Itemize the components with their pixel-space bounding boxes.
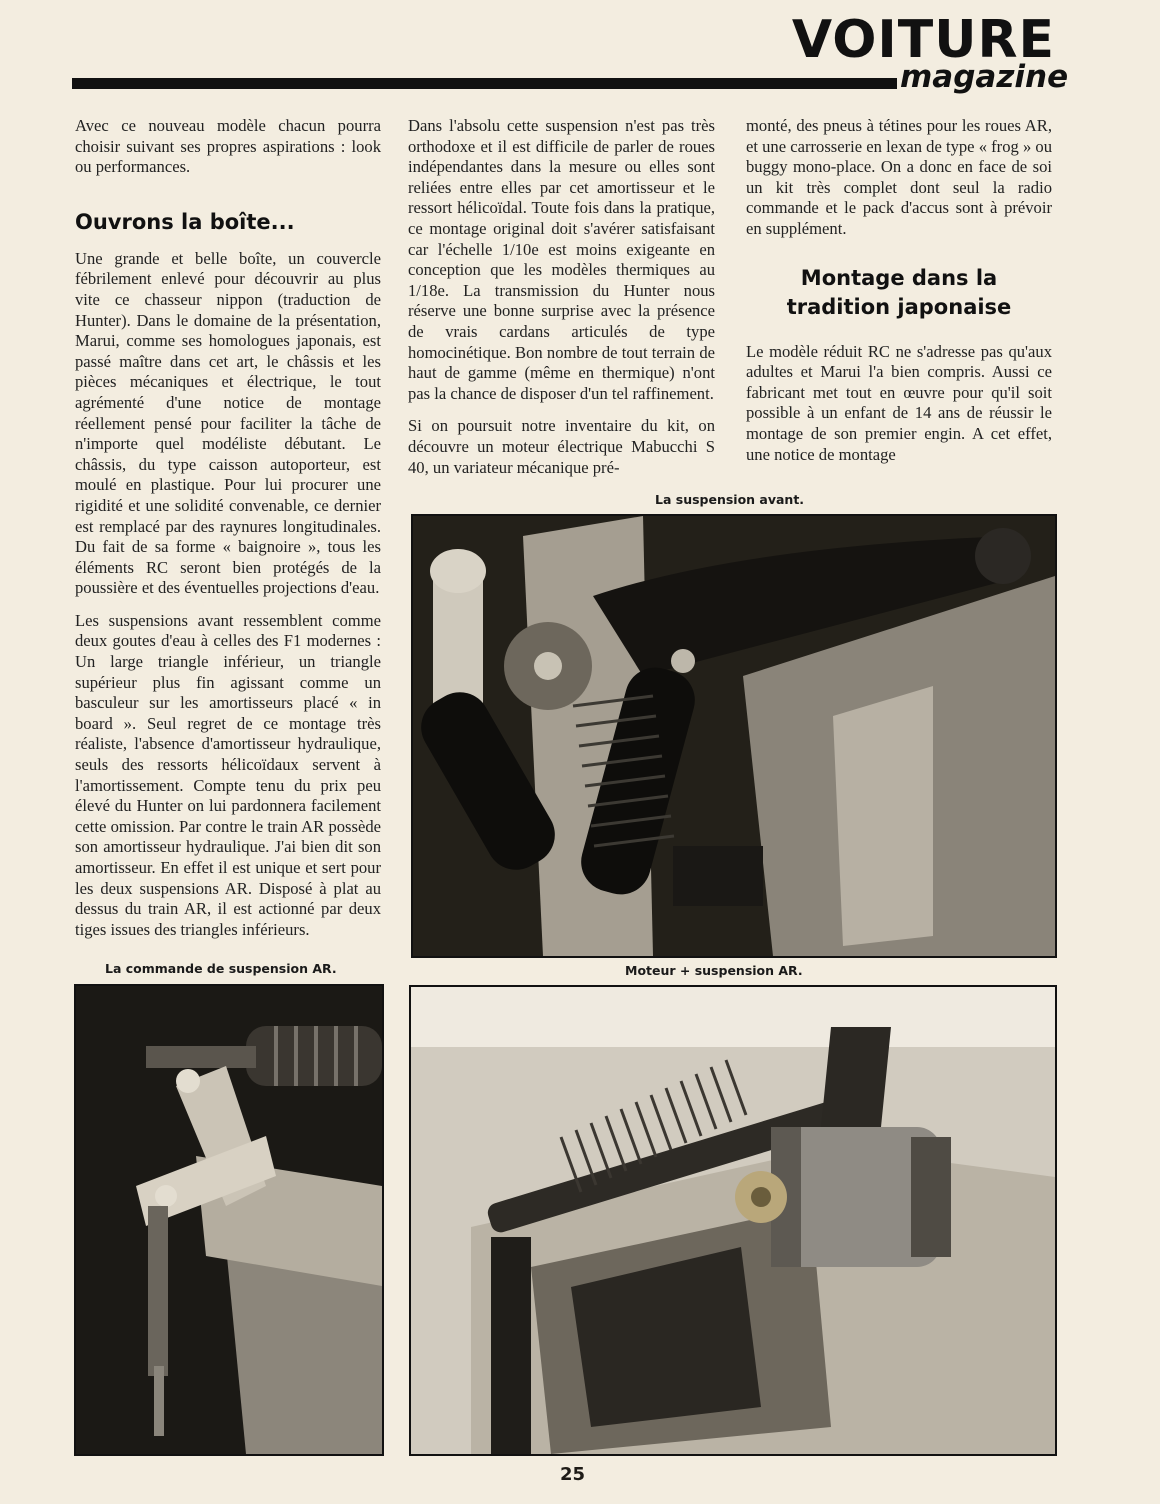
photo-caption-front-suspension: La suspension avant. [655,492,805,507]
paragraph: monté, des pneus à tétines pour les roues AR, et une carrosserie en lexan de type « frog » ou buggy mono-place. On a donc en face de soi un kit très complet dont seul la radio commande et le pack d'accus sont à prévoir en supplément. [746,116,1052,238]
intro-paragraph: Avec ce nouveau modèle chacun pourra choisir suivant ses propres aspirations : look ou performances. [75,116,381,177]
photo-caption-motor-rear: Moteur + suspension AR. [625,963,803,978]
magazine-title: VOITURE [791,10,1055,70]
masthead-rule [72,78,897,89]
article-column-2 [408,116,715,490]
section-heading-ouvrons: Ouvrons la boîte... [75,209,295,234]
magazine-subtitle: magazine [900,59,1069,95]
paragraph: Le modèle réduit RC ne s'adresse pas qu'aux adultes et Marui l'a bien compris. Aussi ce fabricant met tout en œuvre pour qu'il soit possible à un enfant de 14 ans de réussir le montage de son premier engin. A cet effet, une notice de montage [746,341,1052,464]
article-column-1 [75,116,381,952]
page-number: 25 [560,1464,586,1485]
paragraph: Les suspensions avant ressemblent comme deux goutes d'eau à celles des F1 modernes : Un large triangle inférieur, un triangle supérieur plus fin agissant comme un basculeur sur les amortisseurs placé « in board ». Seul regret de ce montage très réaliste, l'absence d'amortisseur hydraulique, seuls des ressorts hélicoïdaux servent à l'amortissement. Compte tenu du prix peu élevé du Hunter on lui pardonnera facilement cette omission. Par contre le train AR possède son amortisseur hydraulique. J'ai bien dit son amortisseur. En effet il est unique et sert pour les deux suspensions AR. Disposé à plat au dessus du train AR, il est actionné par deux tiges issues des triangles inférieurs. [75,610,381,939]
photo-front-suspension [411,514,1057,958]
section-heading-montage: Montage dans la tradition japonaise [786,265,1012,319]
photo-motor-rear-suspension [409,985,1057,1456]
article-column-3 [746,116,1052,477]
paragraph: Dans l'absolu cette suspension n'est pas très orthodoxe et il est difficile de parler de roues indépendantes dans la mesure ou elles sont reliées entre elles par cet amortisseur et le ressort hélicoïdal. Toute fois dans la pratique, ce montage original doit s'avérer satisfaisant car l'échelle 1/10e est moins exigeante en conception que les modèles thermiques au 1/18e. La transmission du Hunter nous réserve une bonne surprise avec la présence de vrais cardans articulés de type homocinétique. Bon nombre de tout terrain de haut de gamme (même en thermique) n'ont pas la chance de disposer d'un tel raffinement. [408,116,715,403]
paragraph: Si on poursuit notre inventaire du kit, on découvre un moteur électrique Mabucchi S 40, un variateur mécanique pré- [408,416,715,477]
paragraph: Une grande et belle boîte, un couvercle fébrilement enlevé pour découvrir au plus vite ce chasseur nippon (traduction de Hunter). Dans le domaine de la présentation, Marui, comme ses homologues japonais, est passé maître dans cet art, le châssis et les pièces mécaniques et électrique, le tout agrémenté d'une notice de montage réellement pensé pour faciliter la tâche de n'importe quel modéliste débutant. Le châssis, du type caisson autoporteur, est moulé en plastique. Pour lui procurer une rigidité et une solidité convenable, ce dernier est remplacé par des raynures longitudinales. Du fait de sa forme « baignoire », tous les éléments RC seront bien protégés de la poussière et des éventuelles projections d'eau. [75,248,381,598]
photo-caption-rear-control: La commande de suspension AR. [105,961,337,976]
photo-rear-suspension-control [74,984,384,1456]
